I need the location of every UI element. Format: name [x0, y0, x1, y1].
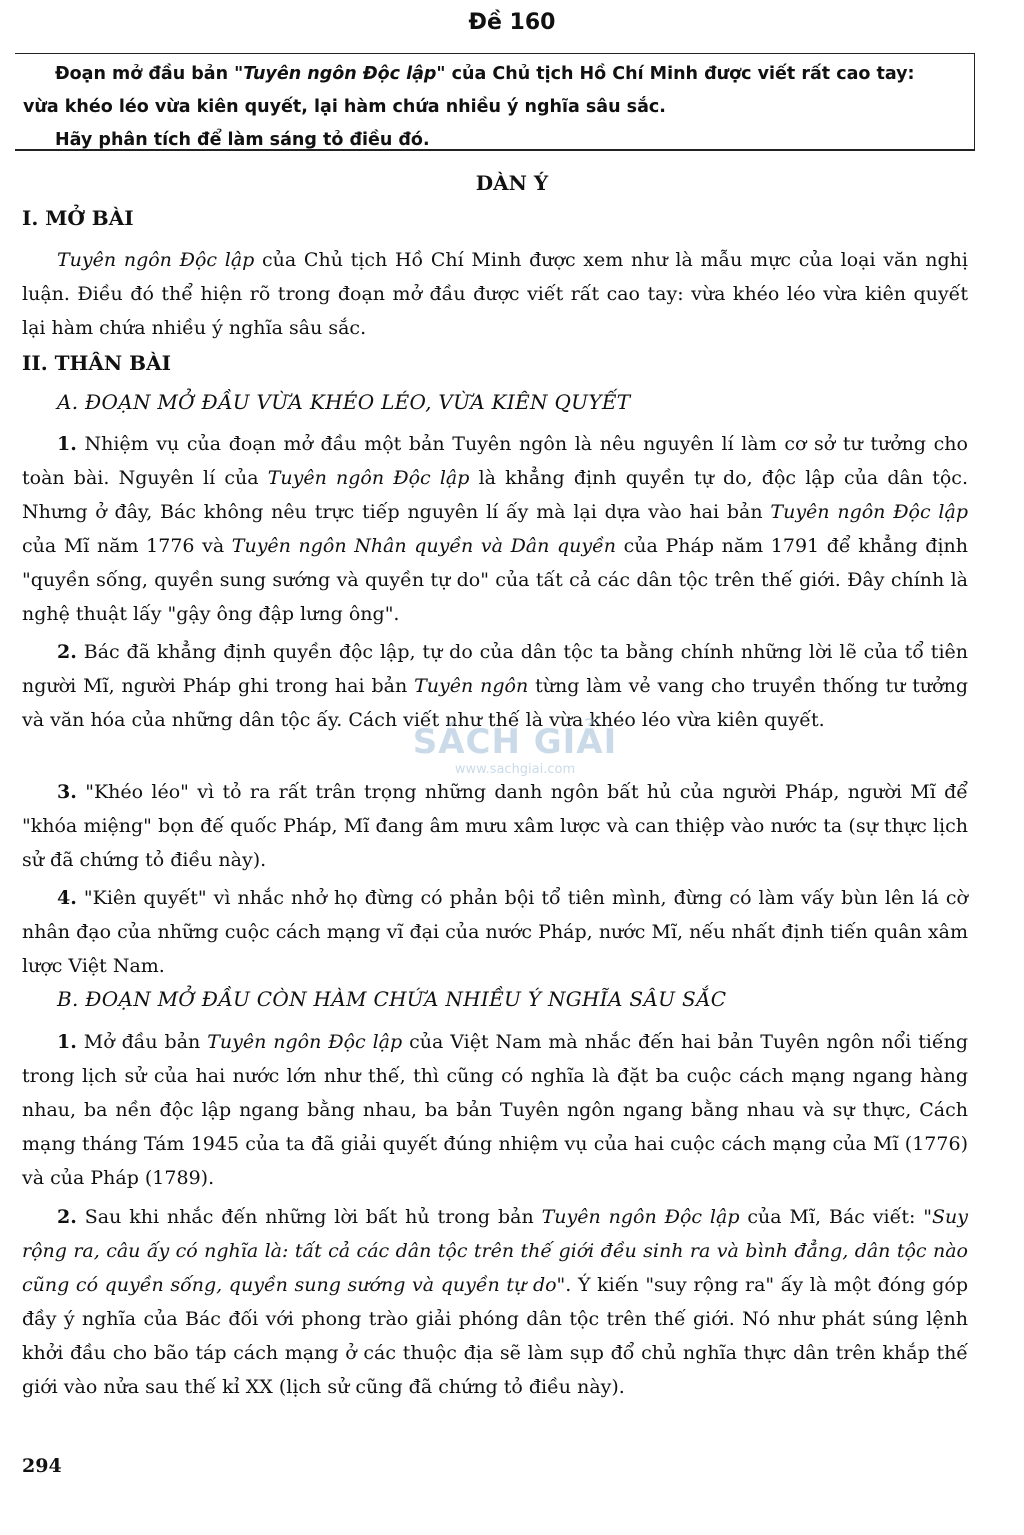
part-b-paragraph-2: 2. Sau khi nhắc đến những lời bất hủ trong bản Tuyên ngôn Độc lập của Mĩ, Bác viết: "Suy rộng ra, câu ấy có nghĩa là: tất cả các dân tộc trên thế giới đều sinh ra và bình đẳng, dân tộc nào cũng có quyền sống, quyền sung sướng và quyền tự do". Ý kiến "suy rộng ra" ấy là một đóng góp đầy ý nghĩa của Bác đối với phong trào giải phóng dân tộc trên thế giới. Nó như phát súng lệnh khởi đầu cho bão táp cách mạng ở các thuộc địa sẽ làm sụp đổ chủ nghĩa thực dân trên khắp thế giới vào nửa sau thế kỉ XX (lịch sử cũng đã chứng tỏ điều này). — [22, 1206, 968, 1398]
part-b-paragraph-1: 1. Mở đầu bản Tuyên ngôn Độc lập của Việt Nam mà nhắc đến hai bản Tuyên ngôn nổi tiếng trong lịch sử của hai nước lớn như thế, thì cũng có nghĩa là đặt ba cuộc cách mạng ngang hàng nhau, ba nền độc lập ngang bằng nhau, ba bản Tuyên ngôn ngang bằng nhau và sự thực, Cách mạng tháng Tám 1945 của ta đã giải quyết đúng nhiệm vụ của hai cuộc cách mạng của Mĩ (1776) và của Pháp (1789). — [22, 1031, 968, 1189]
watermark — [400, 722, 630, 812]
prompt-line-1: Đoạn mở đầu bản "Tuyên ngôn Độc lập" của Chủ tịch Hồ Chí Minh được viết rất cao tay: — [55, 64, 915, 84]
part-a-paragraph-3: 3. "Khéo léo" vì tỏ ra rất trân trọng những danh ngôn bất hủ của người Pháp, người Mĩ để "khóa miệng" bọn đế quốc Pháp, Mĩ đang âm mưu xâm lược và can thiệp vào nước ta (sự thực lịch sử đã chứng tỏ điều này). — [22, 781, 968, 871]
page-number: 294 — [22, 1455, 62, 1477]
section-1-paragraph: Tuyên ngôn Độc lập của Chủ tịch Hồ Chí Minh được xem như là mẫu mực của loại văn nghị luận. Điều đó thể hiện rõ trong đoạn mở đầu được viết rất cao tay: vừa khéo léo vừa kiên quyết lại hàm chứa nhiều ý nghĩa sâu sắc. — [22, 249, 968, 339]
outline-heading: DÀN Ý — [475, 171, 549, 195]
section-1-heading: I. MỞ BÀI — [22, 206, 134, 230]
prompt-line-3: Hãy phân tích để làm sáng tỏ điều đó. — [55, 130, 430, 150]
watermark-brand: SÁCH GIẢI — [412, 722, 618, 762]
part-a-paragraph-2: 2. Bác đã khẳng định quyền độc lập, tự do của dân tộc ta bằng chính những lời lẽ của tổ tiên người Mĩ, người Pháp ghi trong hai bản Tuyên ngôn từng làm vẻ vang cho truyền thống tư tưởng và văn hóa của những dân tộc ấy. Cách viết như thế là vừa khéo léo vừa kiên quyết. — [22, 641, 968, 731]
prompt-line-2: vừa khéo léo vừa kiên quyết, lại hàm chứa nhiều ý nghĩa sâu sắc. — [23, 97, 666, 117]
section-2-heading: II. THÂN BÀI — [22, 351, 171, 375]
page-title: Đề 160 — [468, 10, 556, 35]
watermark-url: www.sachgiai.com — [454, 762, 576, 777]
prompt-box — [15, 53, 975, 151]
part-b-heading: B. ĐOẠN MỞ ĐẦU CÒN HÀM CHỨA NHIỀU Ý NGHĨA SÂU SẮC — [57, 987, 727, 1011]
part-a-heading: A. ĐOẠN MỞ ĐẦU VỪA KHÉO LÉO, VỪA KIÊN QUYẾT — [57, 390, 631, 414]
part-a-paragraph-1: 1. Nhiệm vụ của đoạn mở đầu một bản Tuyên ngôn là nêu nguyên lí làm cơ sở tư tưởng cho toàn bài. Nguyên lí của Tuyên ngôn Độc lập là khẳng định quyền tự do, độc lập của dân tộc. Nhưng ở đây, Bác không nêu trực tiếp nguyên lí ấy mà lại dựa vào hai bản Tuyên ngôn Độc lập của Mĩ năm 1776 và Tuyên ngôn Nhân quyền và Dân quyền của Pháp năm 1791 để khẳng định "quyền sống, quyền sung sướng và quyền tự do" của tất cả các dân tộc trên thế giới. Đây chính là nghệ thuật lấy "gậy ông đập lưng ông". — [22, 433, 968, 625]
part-a-paragraph-4: 4. "Kiên quyết" vì nhắc nhở họ đừng có phản bội tổ tiên mình, đừng có làm vấy bùn lên lá cờ nhân đạo của những cuộc cách mạng vĩ đại của nước Pháp, nước Mĩ, nếu nhất định tiến quân xâm lược Việt Nam. — [22, 887, 968, 977]
